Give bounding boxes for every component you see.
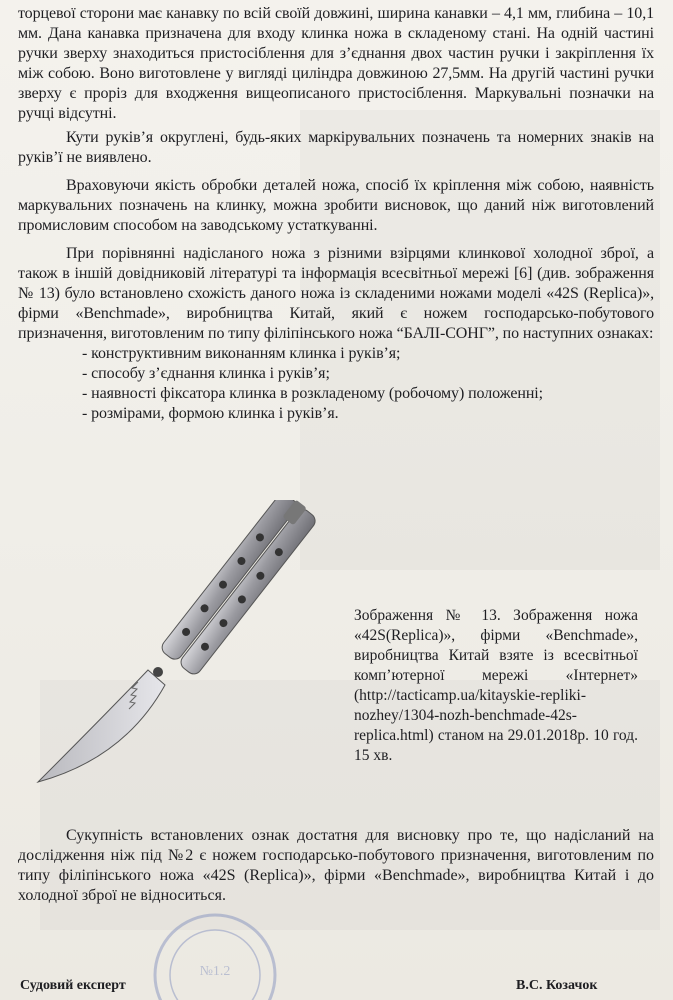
paragraph-manufacturing: Враховуючи якість обробки деталей ножа, спосіб їх кріплення між собою, наявність маркувальних позначень на клинку, можна зробити висновок, що даний ніж виготовлений промисловим способом на заводському устаткуванні. bbox=[18, 177, 654, 234]
image-caption: Зображення № 13. Зображення ножа «42S(Replica)», фірми «Benchmade», виробництва Китай взяте із всесвітньої комп’ютерної мережі «Інтернет» (http://tacticamp.ua/kitayskie-repliki-nozhey/1304-nozh-benchmade-42s-replica.html) станом на 29.01.2018р. 10 год. 15 хв. bbox=[354, 607, 638, 764]
official-stamp bbox=[140, 905, 290, 1000]
stamp-number: №1.2 bbox=[199, 964, 231, 979]
paragraph-corners: Кути руків’я округлені, будь-яких маркірувальних позначень та номерних знаків на руків’ї не виявлено. bbox=[18, 129, 654, 166]
list-item: - способу з’єднання клинка і руків’я; bbox=[82, 365, 330, 382]
expert-name: В.С. Козачок bbox=[516, 978, 598, 993]
paragraph-comparison: При порівнянні надісланого ножа з різними взірцями клинкової холодної зброї, а також в іншій довідниковій літературі та інформація всесвітньої мережі [6] (див. зображення № 13) було встановлено схожість даного ножа із складеними ножами моделі «42S (Replica)», фірми «Benchmade», виробництва Китай, який є ножем господарсько-побутового призначення, виготовленим по типу філіпінського ножа “БАЛІ-СОНГ”, по наступних ознаках: bbox=[18, 245, 654, 342]
expert-role: Судовий експерт bbox=[20, 978, 126, 993]
paragraph-groove: торцевої сторони має канавку по всій своїй довжині, ширина канавки – 4,1 мм, глибина – 10,1 мм. Дана канавка призначена для входу клинка ножа в складеному стані. На одній частині ручки зверху знаходиться пристосіблення для з’єднання двох частин ручки і закріплення їх між собою. Воно виготовлене у вигляді циліндра довжиною 27,5мм. На другій частині ручки зверху є проріз для входження вищеописаного пристосіблення. Маркувальні позначки на ручці відсутні. bbox=[18, 5, 654, 122]
paragraph-conclusion bbox=[18, 826, 654, 906]
list-item: - розмірами, формою клинка і руків’я. bbox=[82, 405, 339, 422]
butterfly-knife-image bbox=[20, 500, 350, 800]
signs-list bbox=[18, 344, 654, 424]
list-item: - конструктивним виконанням клинка і руків’я; bbox=[82, 345, 401, 362]
list-item: - наявності фіксатора клинка в розкладеному (робочому) положенні; bbox=[82, 385, 543, 402]
conclusion-text: Сукупність встановлених ознак достатня для висновку про те, що надісланий на дослідження ніж під №2 є ножем господарсько-побутового призначення, виготовленим по типу філіпінського ножа «42S (Replica)», фірми «Benchmade», виробництва Китай і до холодної зброї не відноситься. bbox=[18, 827, 654, 904]
body-text bbox=[18, 4, 654, 424]
